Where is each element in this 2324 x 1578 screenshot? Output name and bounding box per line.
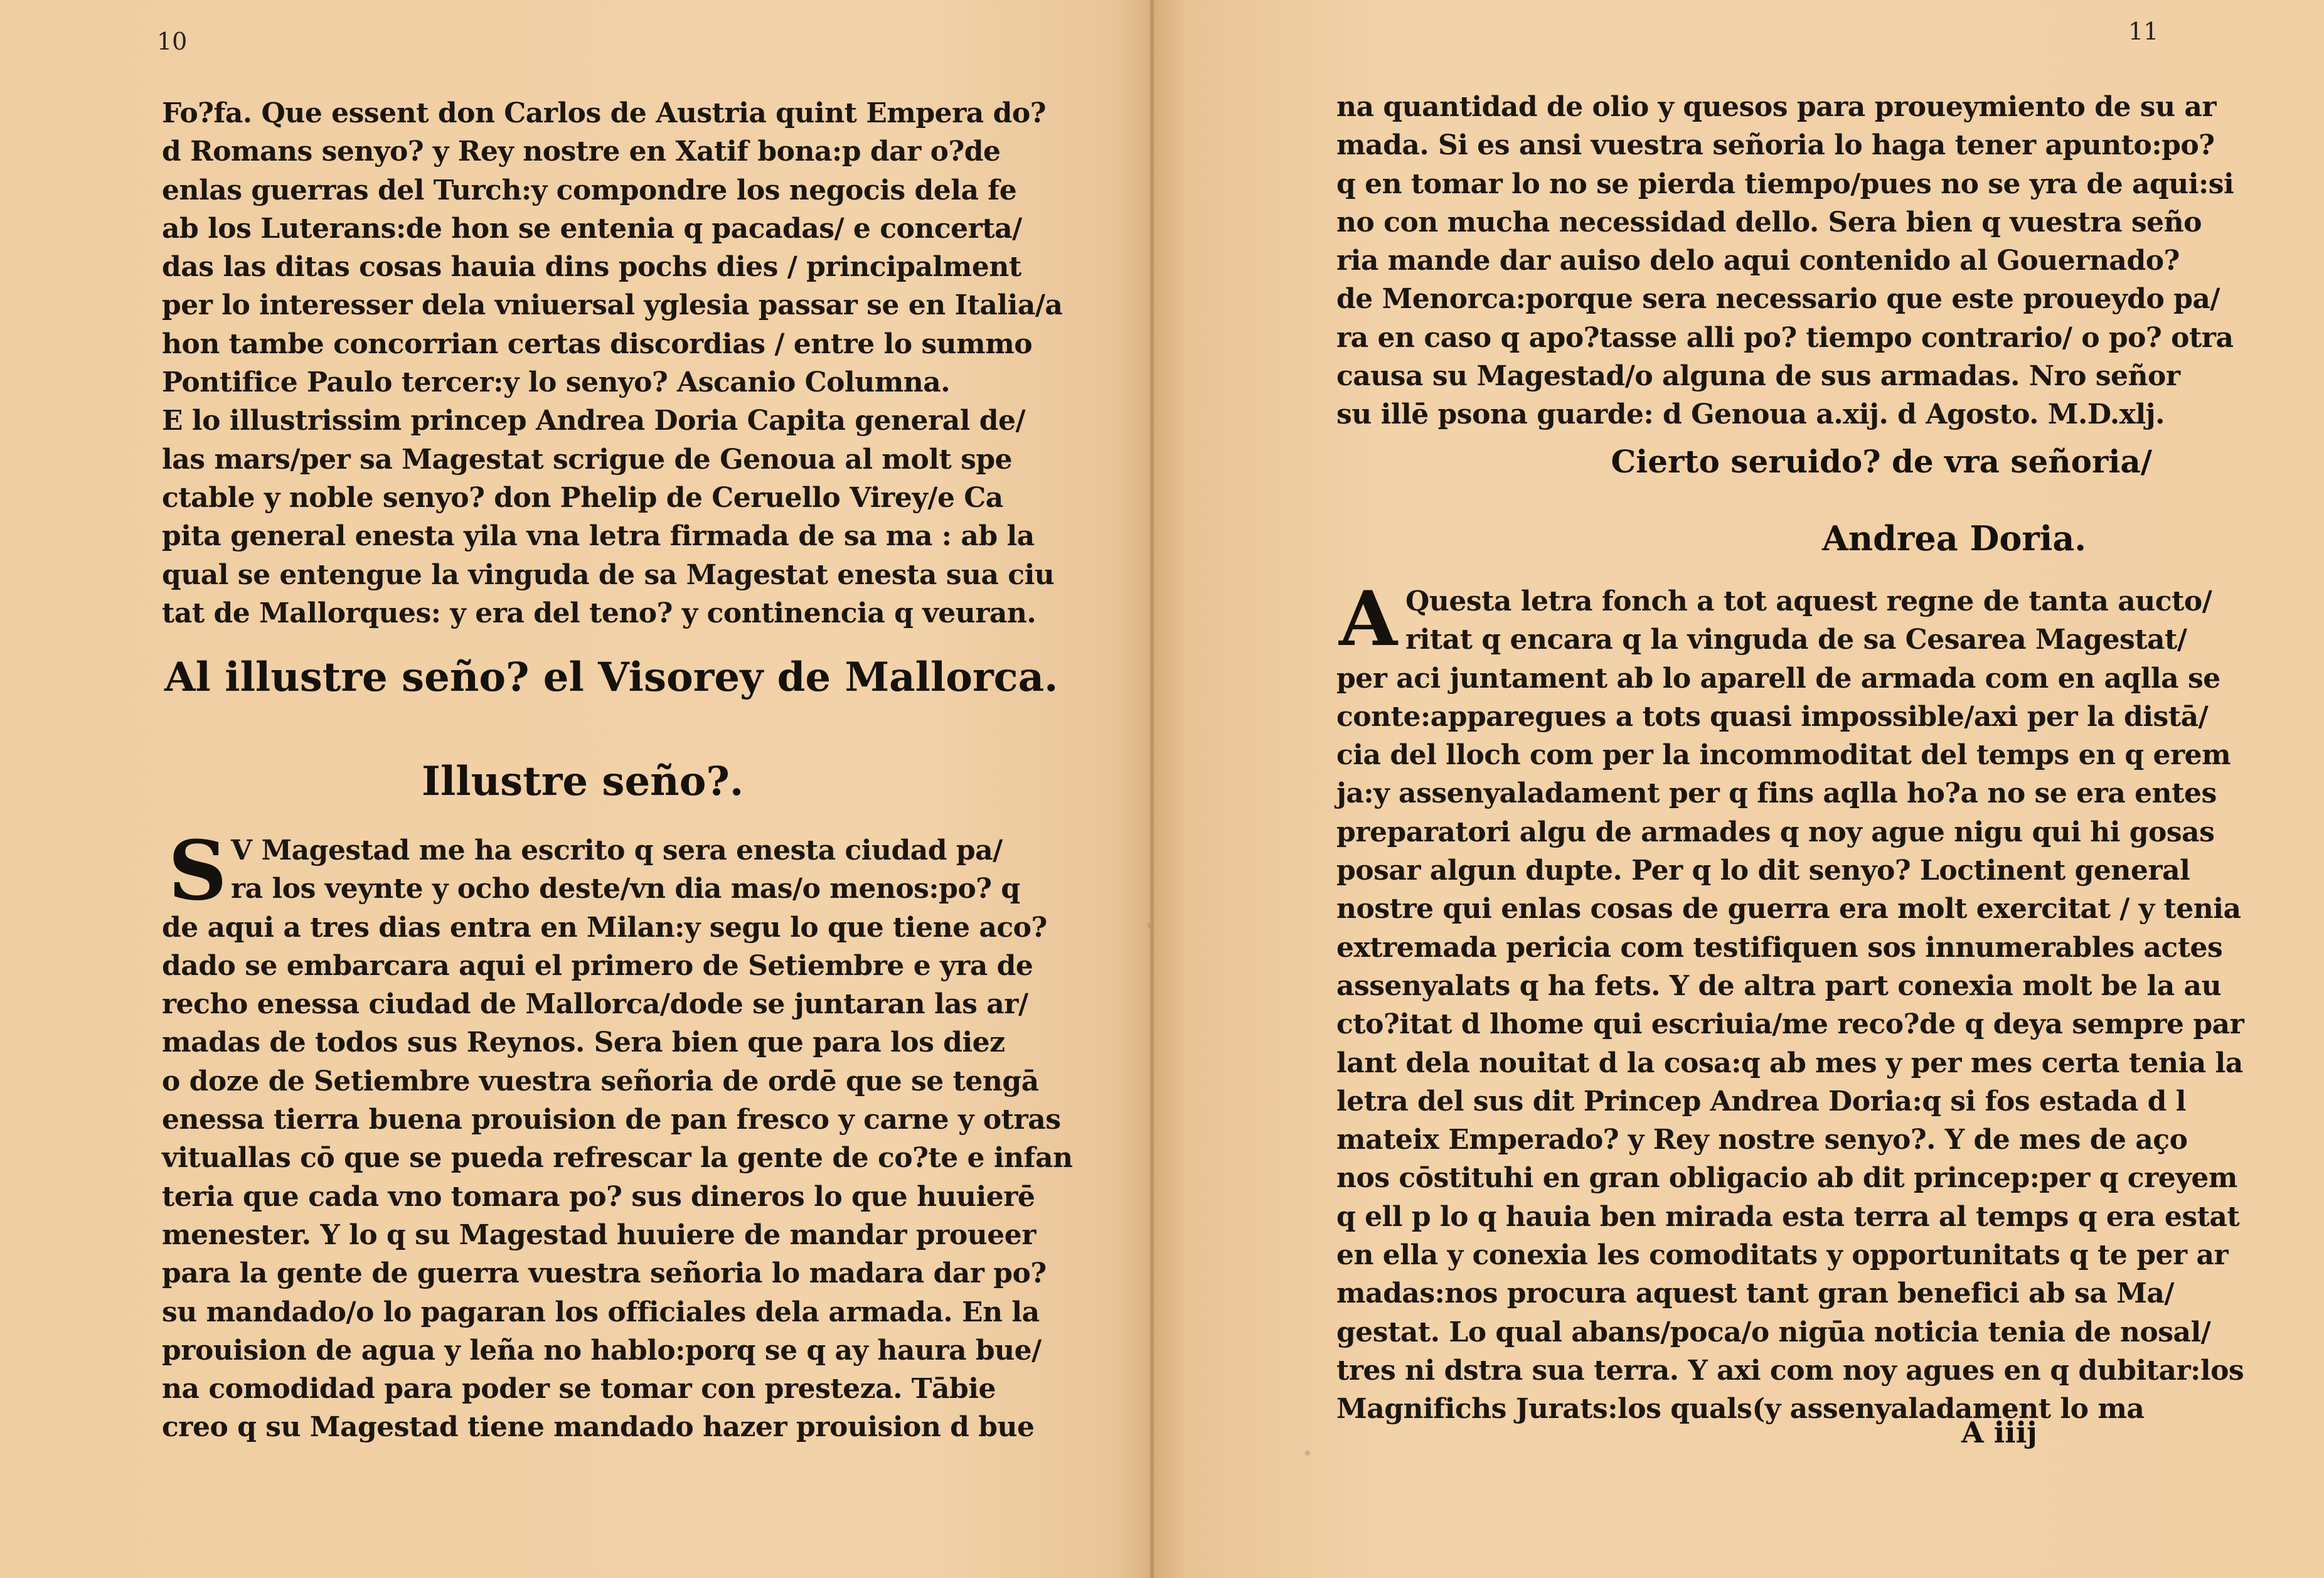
text-line: qual se entengue la vinguda de sa Magestat enesta sua ciu: [162, 558, 1055, 591]
text-line: de Menorca:porque sera necessario que este proueydo pa/: [1336, 283, 2220, 316]
text-line: cto?itat d lhome qui escriuia/me reco?de q deya sempre par: [1336, 1008, 2244, 1041]
right-signature-mark: A iiij: [1961, 1415, 2037, 1449]
paper-mark: [1147, 922, 1153, 929]
text-line: mada. Si es ansi vuestra señoria lo haga tener apunto:po?: [1336, 129, 2215, 162]
right-page: [1152, 0, 2324, 1578]
left-page-number: 10: [157, 28, 188, 55]
text-line: de aqui a tres dias entra en Milan:y segu lo que tiene aco?: [162, 911, 1047, 944]
right-body-text: [1336, 582, 2244, 1429]
text-line: tres ni dstra sua terra. Y axi com noy agues en q dubitar:los: [1336, 1354, 2244, 1387]
text-line: q en tomar lo no se pierda tiempo/pues no se yra de aqui:si: [1336, 168, 2234, 200]
text-line: ab los Luterans:de hon se entenia q pacadas/ e concerta/: [162, 212, 1022, 245]
text-line: prouision de agua y leña no hablo:porq se q ay haura bue/: [162, 1334, 1042, 1367]
text-line: na comodidad para poder se tomar con presteza. Tābie: [162, 1373, 996, 1405]
left-drop-cap: S: [168, 823, 227, 919]
text-line: gestat. Lo qual abans/poca/o nigūa noticia tenia de nosal/: [1336, 1316, 2211, 1348]
text-line: ria mande dar auiso delo aqui contenido al Gouernado?: [1336, 245, 2180, 277]
text-line: q ell p lo q hauia ben mirada esta terra al temps q era estat: [1336, 1200, 2240, 1233]
text-line: extremada pericia com testifiquen sos innumerables actes: [1336, 931, 2223, 964]
text-line: ritat q encara q la vinguda de sa Cesarea Magestat/: [1405, 624, 2187, 656]
page-gutter: [1150, 0, 1154, 1578]
text-line: menester. Y lo q su Magestad huuiere de mandar proueer: [162, 1218, 1036, 1251]
text-line: no con mucha necessidad dello. Sera bien q vuestra seño: [1336, 206, 2202, 238]
text-line: d Romans senyo? y Rey nostre en Xatif bona:p dar o?de: [162, 136, 1001, 168]
text-line: preparatori algu de armades q noy ague nigu qui hi gosas: [1336, 816, 2215, 848]
text-line: tat de Mallorques: y era del teno? y continencia q veuran.: [162, 597, 1037, 629]
right-drop-cap: A: [1339, 575, 1398, 663]
text-line: Magnifichs Jurats:los quals(y assenyaladament lo ma: [1336, 1393, 2145, 1426]
text-line: ctable y noble senyo? don Phelip de Ceruello Virey/e Ca: [162, 481, 1003, 514]
left-heading-salutation: Illustre seño?.: [422, 758, 744, 805]
text-line: conte:apparegues a tots quasi impossible/axi per la distā/: [1336, 700, 2209, 733]
text-line: madas:nos procura aquest tant gran benefici ab sa Ma/: [1336, 1277, 2174, 1310]
right-page-number: 11: [2128, 18, 2159, 45]
text-line: Pontifice Paulo tercer:y lo senyo? Ascanio Columna.: [162, 366, 951, 399]
text-line: teria que cada vno tomara po? sus dineros lo que huuierē: [162, 1180, 1035, 1213]
text-line: letra del sus dit Princep Andrea Doria:q si fos estada d l: [1336, 1085, 2186, 1117]
text-line: vituallas cō que se pueda refrescar la gente de co?te e infan: [162, 1142, 1073, 1175]
text-line: dado se embarcara aqui el primero de Setiembre e yra de: [162, 949, 1033, 982]
text-line: enlas guerras del Turch:y compondre los negocis dela fe: [162, 174, 1017, 206]
text-line: hon tambe concorrian certas discordias / entre lo summo: [162, 328, 1033, 360]
text-line: para la gente de guerra vuestra señoria lo madara dar po?: [162, 1257, 1047, 1290]
text-line: causa su Magestad/o alguna de sus armadas. Nro señor: [1336, 360, 2180, 393]
right-closing-line: Cierto seruido? de vra señoria/: [1611, 443, 2152, 480]
text-line: su mandado/o lo pagaran los officiales dela armada. En la: [162, 1296, 1040, 1328]
text-line: na quantidad de olio y quesos para proueymiento de su ar: [1336, 91, 2217, 123]
right-signature: Andrea Doria.: [1822, 518, 2087, 558]
text-line: Fo?fa. Que essent don Carlos de Austria quint Empera do?: [162, 97, 1047, 129]
left-heading-letter-title: Al illustre seño? el Visorey de Mallorca.: [164, 654, 1058, 701]
left-page: [0, 0, 1152, 1578]
text-line: las mars/per sa Magestat scrigue de Genoua al molt spe: [162, 443, 1013, 476]
text-line: per lo interesser dela vniuersal yglesia passar se en Italia/a: [162, 289, 1063, 322]
text-line: das las ditas cosas hauia dins pochs dies / principalment: [162, 251, 1021, 284]
text-line: recho enessa ciudad de Mallorca/dode se juntaran las ar/: [162, 988, 1028, 1021]
left-body-text: [162, 831, 1073, 1447]
text-line: E lo illustrissim princep Andrea Doria Capita general de/: [162, 405, 1026, 437]
text-line: madas de todos sus Reynos. Sera bien que para los diez: [162, 1026, 1005, 1059]
text-line: creo q su Magestad tiene mandado hazer prouision d bue: [162, 1411, 1035, 1444]
text-line: ra en caso q apo?tasse alli po? tiempo contrario/ o po? otra: [1336, 321, 2234, 354]
text-line: lant dela nouitat d la cosa:q ab mes y per mes certa tenia la: [1336, 1047, 2243, 1079]
text-line: nostre qui enlas cosas de guerra era molt exercitat / y tenia: [1336, 893, 2241, 925]
text-line: ja:y assenyaladament per q fins aqlla ho?a no se era entes: [1336, 777, 2217, 810]
right-top-text: [1336, 88, 2234, 434]
text-line: pita general enesta yila vna letra firmada de sa ma : ab la: [162, 520, 1035, 553]
text-line: posar algun dupte. Per q lo dit senyo? Loctinent general: [1336, 855, 2190, 887]
text-line: su illē psona guarde: d Genoua a.xij. d Agosto. M.D.xlj.: [1336, 398, 2165, 431]
left-top-text: [162, 94, 1063, 632]
text-line: V Magestad me ha escrito q sera enesta ciudad pa/: [231, 834, 1003, 866]
text-line: enessa tierra buena prouision de pan fresco y carne y otras: [162, 1104, 1061, 1136]
text-line: ra los veynte y ocho deste/vn dia mas/o menos:po? q: [231, 873, 1020, 905]
paper-mark: [1305, 1451, 1310, 1456]
text-line: o doze de Setiembre vuestra señoria de ordē que se tengā: [162, 1065, 1039, 1097]
text-line: Questa letra fonch a tot aquest regne de tanta aucto/: [1405, 585, 2212, 617]
text-line: mateix Emperado? y Rey nostre senyo?. Y de mes de aço: [1336, 1124, 2188, 1156]
text-line: cia del lloch com per la incommoditat del temps en q erem: [1336, 739, 2231, 772]
text-line: en ella y conexia les comoditats y opportunitats q te per ar: [1336, 1239, 2229, 1272]
text-line: per aci juntament ab lo aparell de armada com en aqlla se: [1336, 662, 2220, 695]
text-line: assenyalats q ha fets. Y de altra part conexia molt be la au: [1336, 969, 2222, 1002]
text-line: nos cōstituhi en gran obligacio ab dit princep:per q creyem: [1336, 1162, 2237, 1195]
